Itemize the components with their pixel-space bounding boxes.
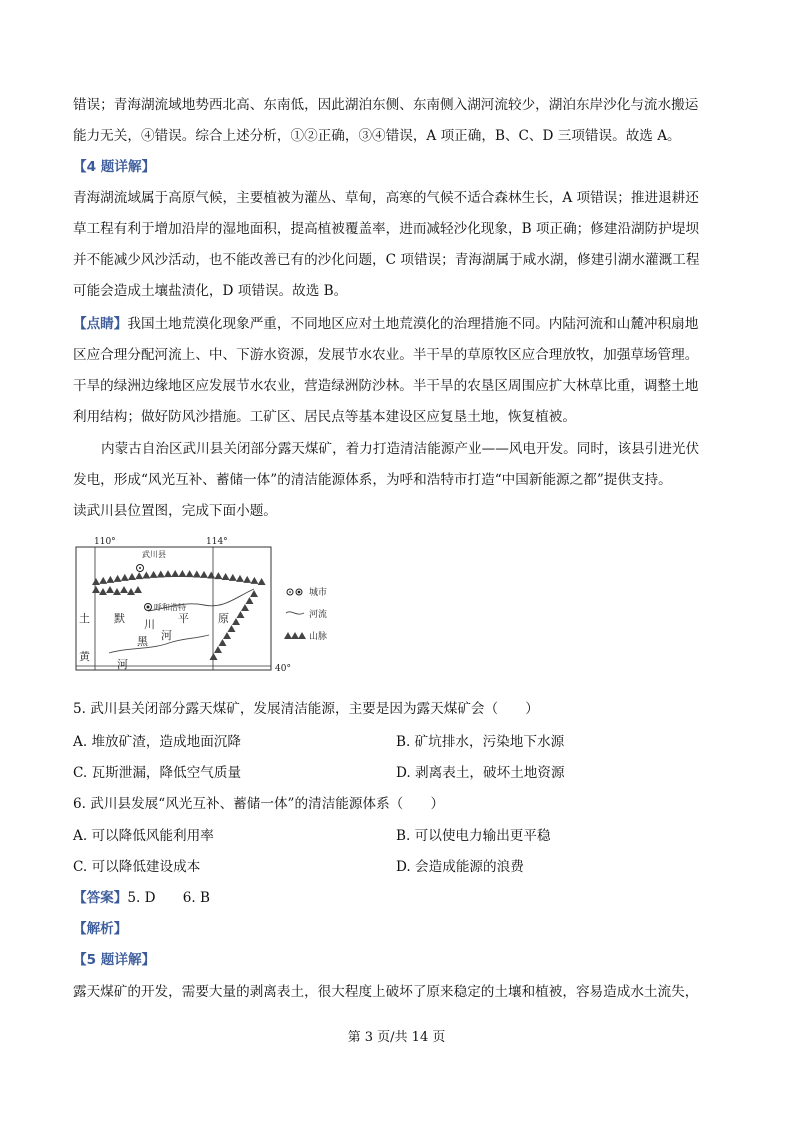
mountain-symbol: [214, 646, 222, 653]
paragraph-line: 能力无关，④错误。综合上述分析，①②正确，③④错误，A 项正确，B、C、D 三项错误。故选 A。: [73, 128, 681, 144]
mountain-symbol: [127, 588, 135, 595]
mountain-symbol: [186, 570, 194, 577]
paragraph-line: 并不能减少风沙活动，也不能改善已有的沙化问题，C 项错误；青海湖属于咸水湖，修建引湖水灌溉工程: [73, 252, 700, 268]
dianjing-text: 我国土地荒漠化现象严重，不同地区应对土地荒漠化的治理措施不同。内陆河流和山麓冲积扇地: [127, 316, 699, 332]
mountain-symbol: [291, 632, 299, 639]
dianjing-tag: 【点睛】: [73, 316, 128, 332]
yellow-river-char: 黄: [79, 650, 90, 663]
river-char: 河: [161, 629, 172, 642]
q6-option-b[interactable]: B. 可以使电力输出更平稳: [396, 828, 551, 844]
mountain-symbol: [135, 572, 143, 579]
paragraph-line: 发电，形成“风光互补、蓄储一体”的清洁能源体系，为呼和浩特市打造“中国新能源之都”提供支持。: [73, 472, 672, 488]
mountain-symbol: [150, 571, 158, 578]
mountain-symbol: [120, 586, 128, 593]
paragraph-line: 可能会造成土壤盐渍化，D 项错误。故选 B。: [73, 283, 348, 299]
paragraph-line: [73, 314, 698, 334]
mountain-symbol: [92, 586, 100, 593]
mountain-symbol: [178, 570, 186, 577]
mountain-symbol: [237, 611, 245, 618]
mountain-symbol: [243, 576, 251, 583]
wuchuan-location-map: [74, 535, 354, 675]
mountain-symbol: [232, 618, 240, 625]
mountain-symbol: [171, 570, 179, 577]
mountain-symbol: [99, 588, 107, 595]
question-6-stem: 6. 武川县发展“风光互补、蓄储一体”的清洁能源体系（ ）: [73, 796, 445, 812]
city-huhehaote: [145, 604, 152, 611]
page-footer: 第 3 页/共 14 页: [347, 1030, 446, 1045]
paragraph-line: 读武川县位置图，完成下面小题。: [73, 503, 277, 519]
mountain-symbol: [250, 577, 258, 584]
city-wuchuan-label: 武川县: [142, 550, 166, 559]
mountain-symbol: [214, 572, 222, 579]
q5-option-a[interactable]: A. 堆放矿渣，造成地面沉降: [73, 734, 241, 750]
paragraph-line: 露天煤矿的开发，需要大量的剥离表土，很大程度上破坏了原来稳定的土壤和植被，容易造成水土流失，: [73, 984, 699, 1000]
mountain-symbol: [106, 576, 114, 583]
answer-tag: 【答案】: [73, 890, 128, 906]
mountain-symbol: [298, 632, 306, 639]
legend-mountain: 山脉: [309, 632, 328, 642]
mountain-symbol: [250, 590, 258, 597]
mountain-symbol: [114, 575, 122, 582]
paragraph-line: 内蒙古自治区武川县关闭部分露天煤矿，着力打造清洁能源产业——风电开发。同时，该县引进光伏: [101, 441, 700, 457]
mountain-symbol: [222, 573, 230, 580]
paragraph-line: 利用结构；做好防风沙措施。工矿区、居民点等基本建设区应复垦土地，恢复植被。: [73, 409, 576, 425]
legend-city: 城市: [309, 588, 328, 598]
mountain-symbol: [200, 571, 208, 578]
mountain-symbol: [113, 588, 121, 595]
lon-label-right: 114°: [206, 537, 228, 547]
mountain-symbol: [142, 571, 150, 578]
question-5-stem: 5. 武川县关闭部分露天煤矿，发展清洁能源，主要是因为露天煤矿会（ ）: [73, 701, 539, 717]
region-char: 平: [178, 612, 189, 625]
mountain-symbol: [284, 632, 292, 639]
q5-option-c[interactable]: C. 瓦斯泄漏，降低空气质量: [73, 765, 242, 781]
q6-option-a[interactable]: A. 可以降低风能利用率: [73, 828, 214, 844]
q5-option-d[interactable]: D. 剥离表土，破坏土地资源: [396, 765, 565, 781]
map-legend: [284, 586, 327, 642]
river-char: 黑: [137, 635, 148, 648]
region-char: 默: [114, 612, 125, 625]
mountain-symbol: [106, 586, 114, 593]
yellow-river-char: 河: [117, 658, 128, 671]
answer-text: 5. D 6. B: [127, 890, 211, 906]
mountain-symbol: [246, 597, 254, 604]
lat-label: 40°: [275, 664, 291, 674]
mountain-symbol: [241, 604, 249, 611]
region-char: 土: [79, 612, 90, 625]
analysis-tag: 【解析】: [73, 921, 128, 937]
paragraph-line: 错误；青海湖流域地势西北高、东南低，因此湖泊东侧、东南侧入湖河流较少，湖泊东岸沙化与流水搬运: [73, 97, 699, 113]
q6-option-d[interactable]: D. 会造成能源的浪费: [396, 859, 524, 875]
paragraph-line: 青海湖流域属于高原气候，主要植被为灌丛、草甸，高寒的气候不适合森林生长，A 项错误；推进退耕还: [73, 190, 699, 206]
mountain-symbol: [219, 639, 227, 646]
mountain-symbol: [134, 586, 142, 593]
mountain-symbol: [210, 653, 218, 660]
answer-line: [73, 888, 210, 908]
mountain-symbol: [193, 570, 201, 577]
section-heading-q5: 【5 题详解】: [73, 952, 156, 968]
mountain-symbol: [128, 573, 136, 580]
paragraph-line: 草工程有利于增加沿岸的湿地面积，提高植被覆盖率，进而减轻沙化现象，B 项正确；修建沿湖防护堤坝: [73, 221, 700, 237]
region-char: 川: [144, 618, 155, 631]
mountain-symbol: [228, 625, 236, 632]
mountain-symbol: [236, 575, 244, 582]
q5-option-b[interactable]: B. 矿坑排水，污染地下水源: [396, 734, 565, 750]
mountain-symbol: [258, 578, 266, 585]
section-heading-q4: 【4 题详解】: [73, 159, 156, 175]
region-char: 原: [218, 612, 229, 625]
mountain-symbol: [164, 570, 172, 577]
lon-label-left: 110°: [94, 537, 116, 547]
mountain-symbol: [223, 632, 231, 639]
mountain-symbol: [157, 570, 165, 577]
paragraph-line: 干旱的绿洲边缘地区应发展节水农业，营造绿洲防沙林。半干旱的农垦区周围应扩大林草比重，调整土地: [73, 378, 699, 394]
mountain-symbol: [121, 574, 129, 581]
yellow-river: [109, 635, 209, 653]
mountain-symbol: [92, 578, 100, 585]
city-huhehaote-label: 呼和浩特: [154, 603, 186, 612]
legend-river: 河流: [309, 610, 328, 620]
mountain-symbol: [207, 571, 215, 578]
city-wuchuan: [137, 565, 144, 572]
q6-option-c[interactable]: C. 可以降低建设成本: [73, 859, 201, 875]
mountain-symbol: [229, 574, 237, 581]
paragraph-line: 区应合理分配河流上、中、下游水资源，发展节水农业。半干旱的草原牧区应合理放牧，加强草场管理。: [73, 347, 699, 363]
mountain-symbol: [99, 577, 107, 584]
